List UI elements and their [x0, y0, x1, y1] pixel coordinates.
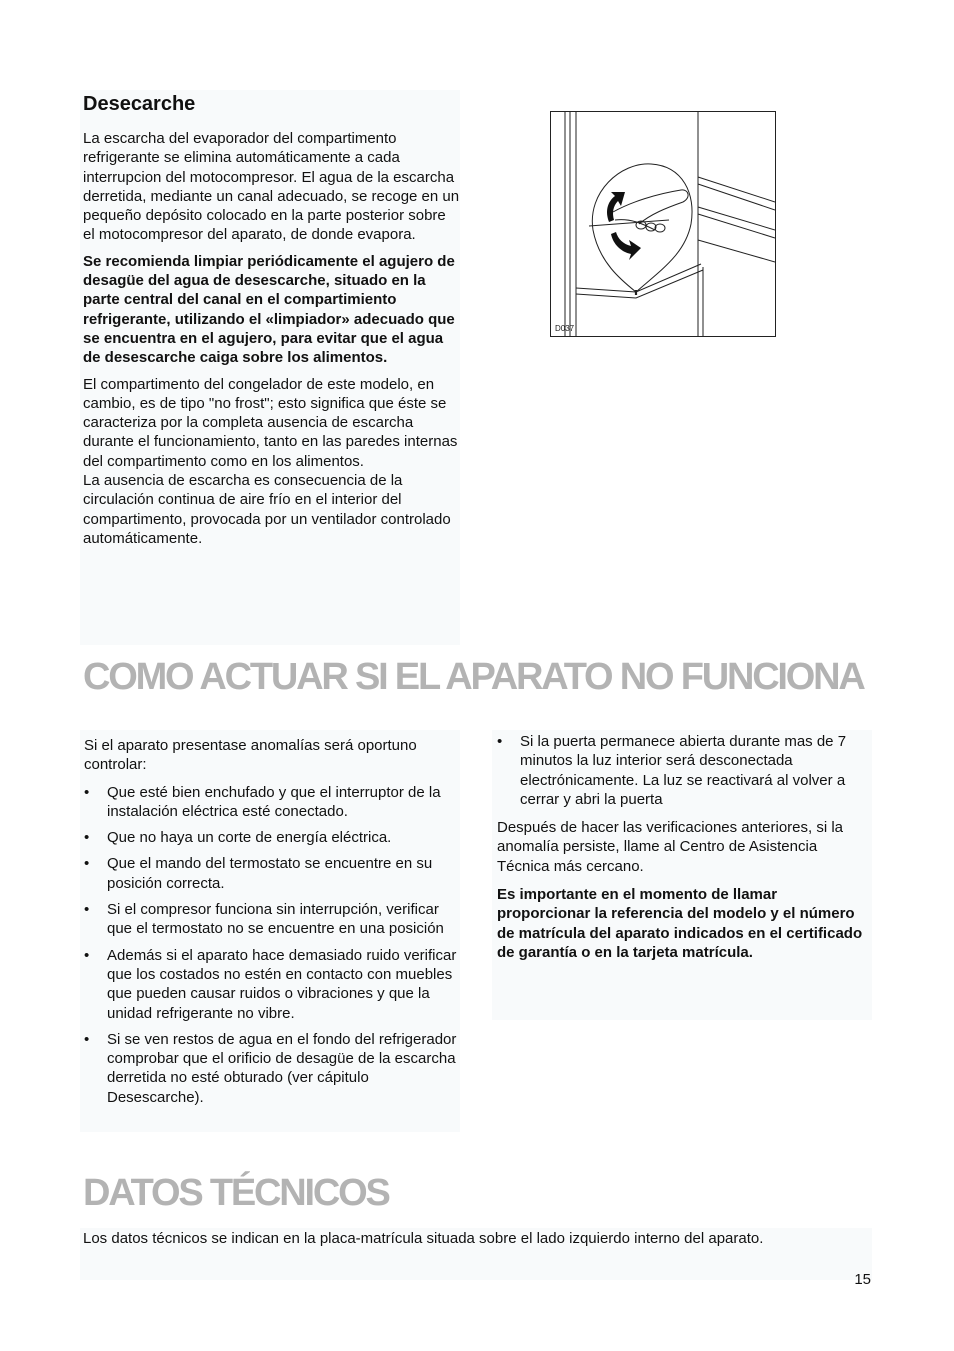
desecarche-text — [83, 129, 461, 555]
como-right-column — [497, 732, 872, 969]
datos-text: Los datos técnicos se indican en la placa-matrícula situada sobre el lado izquierdo interno del aparato. — [83, 1230, 764, 1247]
list-item: • Además si el aparato hace demasiado ruido verificar que los costados no estén en contacto con muebles que pueden causar ruidos o vibraciones y que la unidad refrigerante no vibre. — [84, 946, 460, 1023]
important-note: Es importante en el momento de llamar proporcionar la referencia del modelo y el número de matrícula del aparato indicados en el certificado de garantía o en la tarjeta matrícula. — [497, 886, 863, 961]
list-item: • Si el compresor funciona sin interrupción, verificar que el termostato no se encuentre en una posición — [84, 900, 460, 939]
page-number: 15 — [854, 1271, 871, 1288]
paragraph: El compartimento del congelador de este modelo, en cambio, es de tipo "no frost"; esto significa que éste se caracteriza por la completa ausencia de escarcha durante el funcionamiento, tanto en las paredes internas del compartimento como en los alimentos. — [83, 375, 458, 470]
list-item: • Que el mando del termostato se encuentre en su posición correcta. — [84, 854, 460, 893]
list-item: • Si se ven restos de agua en el fondo del refrigerador comprobar que el orificio de desagüe de la escarcha derretida no esté obturado (ver cápitulo Desescarche). — [84, 1030, 460, 1107]
section-title-como-actuar: COMO ACTUAR SI EL APARATO NO FUNCIONA — [83, 656, 864, 698]
illustration-defrost-drain — [550, 111, 776, 337]
after-check-text: Después de hacer las verificaciones anteriores, si la anomalía persiste, llame al Centro de Asistencia Técnica más cercano. — [497, 819, 844, 875]
intro-text: Si el aparato presentase anomalías será oportuno controlar: — [84, 737, 417, 774]
list-item: • Que esté bien enchufado y que el interruptor de la instalación eléctrica esté conectado. — [84, 783, 460, 822]
checklist-continued — [497, 732, 872, 809]
como-left-column — [84, 736, 460, 1114]
list-item: • Que no haya un corte de energía eléctrica. — [84, 828, 460, 847]
checklist — [84, 783, 460, 1107]
figure-code: D037 — [555, 324, 575, 333]
section-title-desecarche: Desecarche — [83, 93, 196, 115]
drain-cleaner-illustration — [551, 112, 775, 336]
paragraph-bold: Se recomienda limpiar periódicamente el agujero de desagüe del agua de desescarche, situado en la parte central del canal en el compartimiento refrigerante, utilizando el «limpiador» adecuado que se encuentra en el agujero, para evitar que el agua de desescarche caiga sobre los alimentos. — [83, 252, 455, 367]
paragraph: La escarcha del evaporador del compartimento refrigerante se elimina automáticamente a cada interrupcion del motocompresor. El agua de la escarcha derretida, mediante un canal adecuado, se recoge en un pequeño depósito colocado en la parte posterior sobre el motocompresor del aparato, de donde evapora. — [83, 130, 460, 244]
paragraph: La ausencia de escarcha es consecuencia de la circulación continua de aire frío en el interior del compartimento, provocada por un ventilador controlado automáticamente. — [83, 472, 451, 547]
section-title-datos-tecnicos: DATOS TÉCNICOS — [83, 1172, 389, 1214]
list-item: • Si la puerta permanece abierta durante mas de 7 minutos la luz interior será desconectada electrónicamente. La luz se reactivará al volver a cerrar y abri la puerta — [497, 732, 872, 809]
